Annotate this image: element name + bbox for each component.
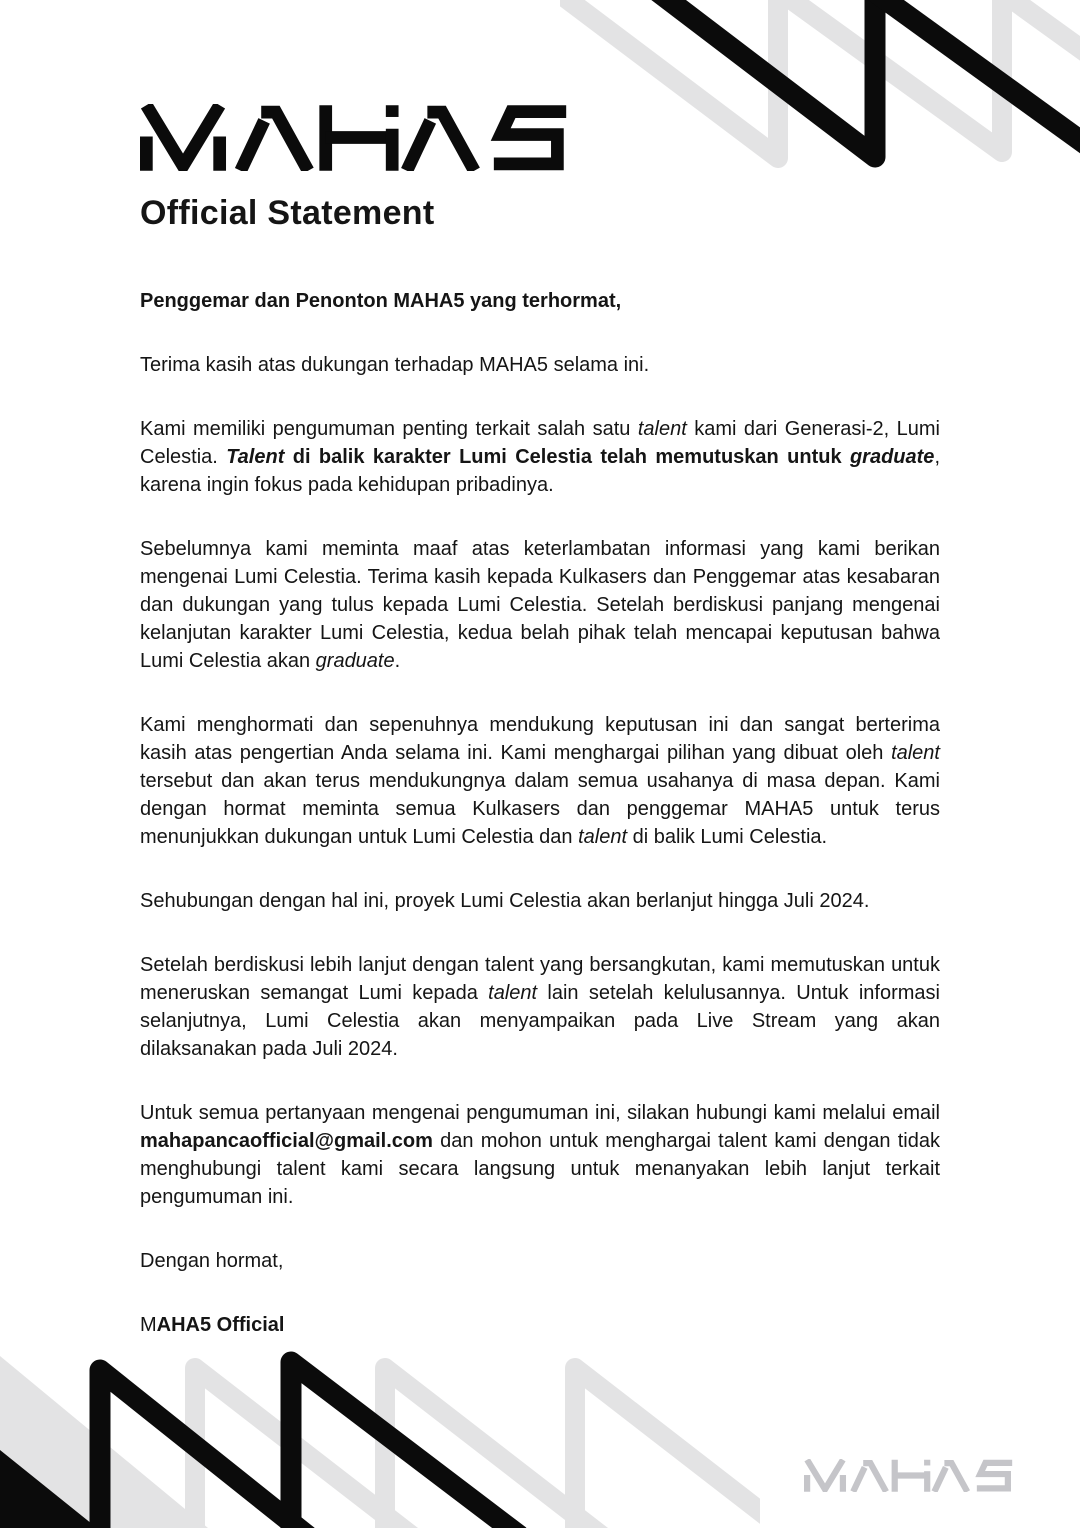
paragraph-support: Kami menghormati dan sepenuhnya mendukung keputusan ini dan sangat berterima kasih atas pengertian Anda selama ini. Kami menghargai pilihan yang dibuat oleh talent tersebut dan akan terus mendukungnya dalam semua usahanya di masa depan. Kami dengan hormat meminta semua Kulkasers dan penggemar MAHA5 untuk terus menunjukkan dukungan untuk Lumi Celestia dan talent di balik Lumi Celestia. (140, 714, 940, 848)
letter (140, 0, 940, 1339)
bottom-left-zigzag-decoration (0, 1336, 760, 1528)
paragraph-announcement: Kami memiliki pengumuman penting terkait salah satu talent kami dari Generasi-2, Lumi Celestia. Talent di balik karakter Lumi Celestia telah memutuskan untuk graduate, karena ingin fokus pada kehidupan pribadinya. (140, 418, 940, 496)
paragraph-project-timeline: Sehubungan dengan hal ini, proyek Lumi Celestia akan berlanjut hingga Juli 2024. (140, 890, 870, 912)
paragraph-thanks: Terima kasih atas dukungan terhadap MAHA5 selama ini. (140, 354, 650, 376)
email-address: mahapancaofficial@gmail.com (140, 1130, 433, 1152)
salutation: Penggemar dan Penonton MAHA5 yang terhormat, (140, 290, 622, 312)
signature: MAHA5 Official (140, 1314, 285, 1336)
maha5-watermark-logo (804, 1459, 1016, 1492)
letter-body (140, 287, 940, 1339)
paragraph-contact: Untuk semua pertanyaan mengenai pengumuman ini, silakan hubungi kami melalui email mahapancaofficial@gmail.com dan mohon untuk menghargai talent kami dengan tidak menghubungi talent kami secara langsung untuk menanyakan lebih lanjut terkait pengumuman ini. (140, 1102, 940, 1208)
valediction: Dengan hormat, (140, 1250, 284, 1272)
maha5-logo (140, 104, 574, 171)
paragraph-continuation: Setelah berdiskusi lebih lanjut dengan talent yang bersangkutan, kami memutuskan untuk meneruskan semangat Lumi kepada talent lain setelah kelulusannya. Untuk informasi selanjutnya, Lumi Celestia akan menyampaikan pada Live Stream yang akan dilaksanakan pada Juli 2024. (140, 954, 940, 1060)
paragraph-apology: Sebelumnya kami meminta maaf atas keterlambatan informasi yang kami berikan mengenai Lumi Celestia. Terima kasih kepada Kulkasers dan Penggemar atas kesabaran dan dukungan yang tulus kepada Lumi Celestia. Setelah berdiskusi panjang mengenai kelanjutan karakter Lumi Celestia, kedua belah pihak telah mencapai keputusan bahwa Lumi Celestia akan graduate. (140, 538, 940, 672)
page-title: Official Statement (140, 194, 435, 232)
